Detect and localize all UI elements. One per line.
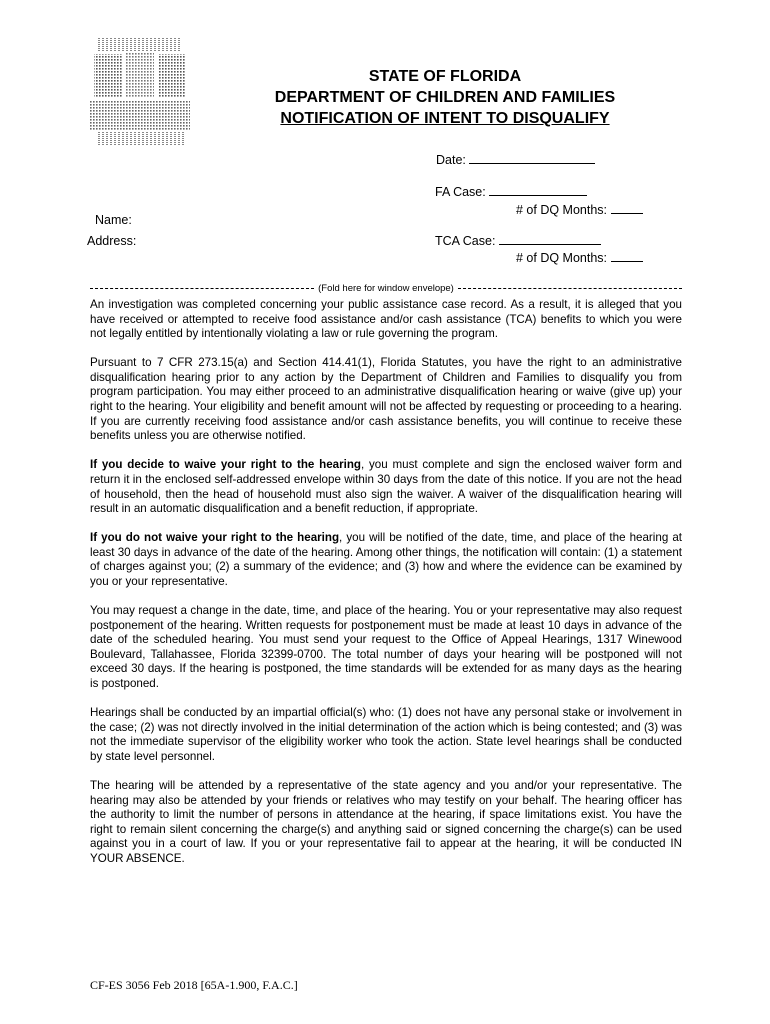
address-label: Address: [87,234,137,248]
tca-case-label: TCA Case: [435,234,496,248]
paragraph-not-waive-heading: If you do not waive your right to the hearing [90,531,340,545]
tca-dq-months-field [516,249,643,266]
date-field [436,151,595,168]
date-label: Date: [436,153,466,167]
tca-case-field [435,232,601,249]
paragraph-rights: Pursuant to 7 CFR 273.15(a) and Section 414.41(1), Florida Statutes, you have the right to an administrative disqualification hearing prior to any action by the Department of Children and Families to disqualify you from program participation. You may either proceed to an administrative disqualification hearing or waive (give up) your right to the hearing. Your eligibility and benefit amount will not be affected by requesting or proceeding to a hearing. If you are currently receiving food assistance and/or cash assistance benefits, you will continue to receive these benefits unless you are otherwise notified. [90,356,682,443]
paragraph-postponement: You may request a change in the date, time, and place of the hearing. You or your representative may also request postponement of the hearing. Written requests for postponement must be made at least 10 days in advance of the date of the scheduled hearing. You must send your request to the Office of Appeal Hearings, 1317 Winewood Boulevard, Tallahassee, Florida 32399-0700. The total number of days your hearing will be postponed will not exceed 30 days. If the hearing is postponed, the time standards will be extended for as many days as the hearing is postponed. [90,604,682,691]
fold-line [90,283,682,294]
fold-dash-left [90,288,314,289]
tca-dq-months-label: # of DQ Months: [516,251,608,265]
tca-case-blank [499,232,601,245]
paragraph-investigation: An investigation was completed concerning your public assistance case record. As a result, it is alleged that you have received or attempted to receive food assistance and/or cash assistance (TCA) benefits to which you were not legally entitled by intentionally violating a law or rule governing the program. [90,298,682,341]
form-number-footer: CF-ES 3056 Feb 2018 [65A-1.900, F.A.C.] [90,978,298,992]
paragraph-waive-text: , you must complete and sign the enclosed waiver form and return it in the enclosed self-addressed envelope within 30 days from the date of this notice. If you are not the head of household, then the head of household must also sign the waiver. A waiver of the disqualification hearing will result in an automatic disqualification and a benefit reduction, if appropriate. [90,458,683,516]
fa-dq-months-label: # of DQ Months: [516,203,608,217]
fa-case-field [435,183,587,200]
date-blank [469,151,595,164]
fa-dq-months-blank [611,201,643,214]
tca-dq-months-blank [611,249,643,262]
paragraph-impartial-official: Hearings shall be conducted by an impartial official(s) who: (1) does not have any personal stake or involvement in the case; (2) was not directly involved in the initial determination of the action which is being contested; and (3) was not the immediate supervisor of the eligibility worker who took the action. State level hearings shall be conducted by state level personnel. [90,706,682,763]
state-seal-image [90,38,190,148]
name-label: Name: [95,213,132,227]
fa-case-label: FA Case: [435,185,486,199]
fold-dash-right [458,288,682,289]
header-department: DEPARTMENT OF CHILDREN AND FAMILIES [274,89,616,106]
fa-case-blank [489,183,587,196]
paragraph-not-waive [90,531,682,589]
fa-dq-months-field [516,201,643,218]
name-field [95,213,132,228]
fold-label: (Fold here for window envelope) [318,283,454,294]
paragraph-waive-heading: If you decide to waive your right to the hearing [90,458,362,472]
document-header [200,66,690,129]
header-state: STATE OF FLORIDA [368,68,522,85]
address-field [87,234,136,249]
paragraph-not-waive-text: , you will be notified of the date, time, and place of the hearing at least 30 days in advance of the date of the hearing. Among other things, the notification will contain: (1) a statement of charges against you; (2) a summary of the evidence; and (3) how and where the evidence can be examined by you or your representative. [90,531,682,588]
notice-body [90,298,682,881]
paragraph-waive [90,458,682,516]
header-title: NOTIFICATION OF INTENT TO DISQUALIFY [280,110,610,127]
paragraph-attendance: The hearing will be attended by a representative of the state agency and you and/or your representative. The hearing may also be attended by your friends or relatives who may testify on your behalf. The hearing officer has the authority to limit the number of persons in attendance at the hearing, if space limitations exist. You have the right to remain silent concerning the charge(s) and anything said or signed concerning the charge(s) can be used against you in a court of law. If you or your representative fail to appear at the hearing, it will be conducted IN YOUR ABSENCE. [90,779,682,865]
